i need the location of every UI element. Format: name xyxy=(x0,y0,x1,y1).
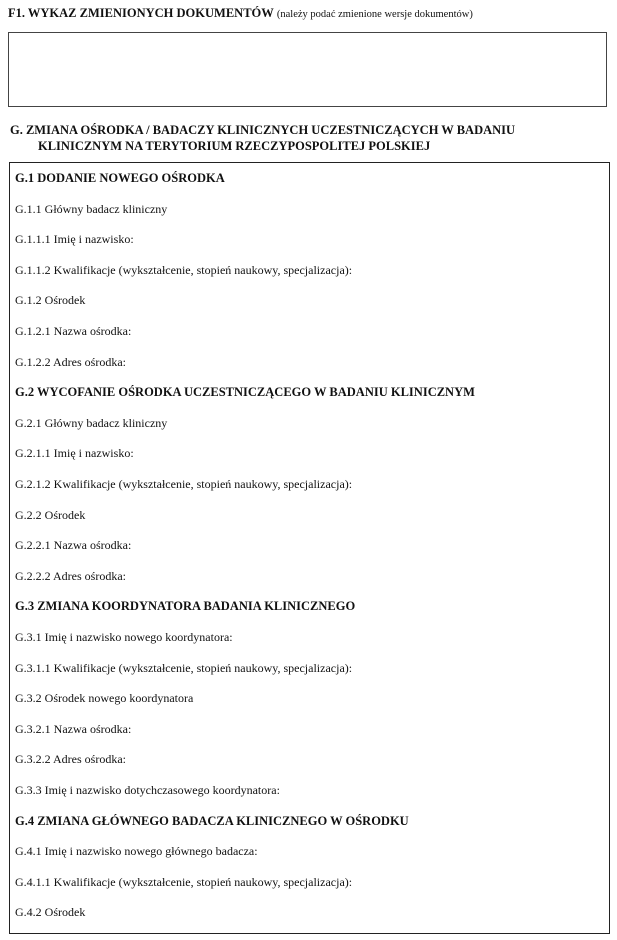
form-field-label: G.4.1 Imię i nazwisko nowego głównego badacza: xyxy=(15,844,258,859)
f1-heading-title: F1. WYKAZ ZMIENIONYCH DOKUMENTÓW xyxy=(8,6,274,20)
form-field-label: G.3.2.1 Nazwa ośrodka: xyxy=(15,721,132,736)
section-g-title-line2: KLINICZNYM NA TERYTORIUM RZECZYPOSPOLITEJ POLSKIEJ xyxy=(38,139,431,153)
form-field-label: G.2.2.2 Adres ośrodka: xyxy=(15,568,126,583)
form-field-label: G.3.1.1 Kwalifikacje (wykształcenie, stopień naukowy, specjalizacja): xyxy=(15,660,353,675)
form-section-heading: G.4 ZMIANA GŁÓWNEGO BADACZA KLINICZNEGO W OŚRODKU xyxy=(15,813,409,828)
form-field-label: G.3.3 Imię i nazwisko dotychczasowego koordynatora: xyxy=(15,783,280,797)
form-section-heading: G.1 DODANIE NOWEGO OŚRODKA xyxy=(15,171,225,185)
form-field-label: G.1.2 Ośrodek xyxy=(15,293,86,308)
f1-heading-note: (należy podać zmienione wersje dokumentów) xyxy=(276,9,473,20)
form-field-label: G.1.1.2 Kwalifikacje (wykształcenie, stopień naukowy, specjalizacja): xyxy=(15,262,353,277)
section-g-form-box xyxy=(9,162,610,934)
form-field-label: G.4.2 Ośrodek xyxy=(15,905,86,920)
form-field-label: G.1.2.2 Adres ośrodka: xyxy=(15,354,126,369)
form-field-label: G.1.2.1 Nazwa ośrodka: xyxy=(15,324,132,338)
f1-document-list-field[interactable] xyxy=(8,32,607,107)
form-section-heading: G.3 ZMIANA KOORDYNATORA BADANIA KLINICZNEGO xyxy=(15,599,356,614)
f1-heading xyxy=(8,6,473,21)
section-g-title-line1: G. ZMIANA OŚRODKA / BADACZY KLINICZNYCH UCZESTNICZĄCYCH W BADANIU xyxy=(10,123,516,137)
form-field-label: G.1.1.1 Imię i nazwisko: xyxy=(15,232,134,247)
form-field-label: G.3.1 Imię i nazwisko nowego koordynatora: xyxy=(15,630,233,644)
section-g-title xyxy=(10,122,610,154)
form-field-label: G.2.2.1 Nazwa ośrodka: xyxy=(15,538,132,553)
form-field-label: G.2.1 Główny badacz kliniczny xyxy=(15,415,168,430)
form-field-label: G.2.1.1 Imię i nazwisko: xyxy=(15,446,134,461)
form-field-label: G.1.1 Główny badacz kliniczny xyxy=(15,201,168,216)
form-field-label: G.3.2.2 Adres ośrodka: xyxy=(15,752,126,767)
form-field-label: G.2.2 Ośrodek xyxy=(15,507,86,522)
form-section-heading: G.2 WYCOFANIE OŚRODKA UCZESTNICZĄCEGO W BADANIU KLINICZNYM xyxy=(15,385,475,400)
form-field-label: G.4.1.1 Kwalifikacje (wykształcenie, stopień naukowy, specjalizacja): xyxy=(15,874,353,889)
form-field-label: G.3.2 Ośrodek nowego koordynatora xyxy=(15,691,194,706)
form-field-label: G.2.1.2 Kwalifikacje (wykształcenie, stopień naukowy, specjalizacja): xyxy=(15,477,353,491)
